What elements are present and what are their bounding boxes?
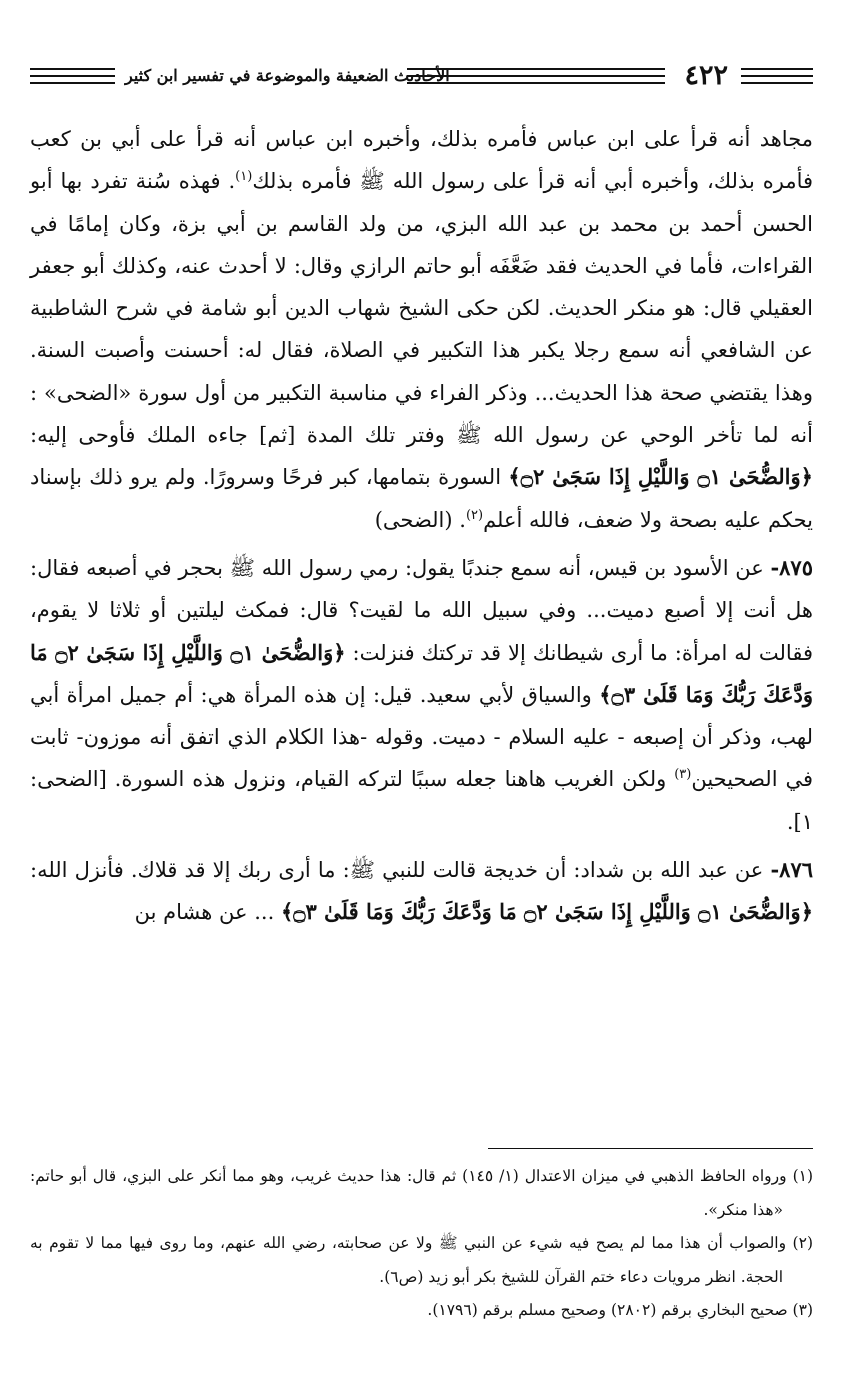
hadith-number: ٨٧٦- — [770, 857, 814, 883]
hadith-876: ٨٧٦- عن عبد الله بن شداد: أن خديجة قالت للنبي ﷺ: ما أرى ربك إلا قد قلاك. فأنزل الله: ﴿وَالضُّحَىٰ ۝١ وَاللَّيْلِ إِذَا سَجَىٰ ۝٢ مَا وَدَّعَكَ رَبُّكَ وَمَا قَلَىٰ ۝٣﴾ ... عن هشام بن — [30, 857, 814, 925]
quran-verse: ﴿وَالضُّحَىٰ ۝١ وَاللَّيْلِ إِذَا سَجَىٰ ۝٢ مَا وَدَّعَكَ رَبُّكَ وَمَا قَلَىٰ ۝٣﴾ — [30, 639, 813, 707]
footnote-ref: (٢) — [465, 507, 484, 523]
paragraph-continuation: مجاهد أنه قرأ على ابن عباس فأمره بذلك، وأخبره ابن عباس أنه قرأ على أبي بن كعب فأمره بذلك، وأخبره أبي أنه قرأ على رسول الله ﷺ فأمره بذلك$^{(١)}$. فهذه سُنة تفرد بها أبو الحسن أحمد بن محمد بن عبد الله البزي، من ولد القاسم بن أبي بزة، وكان إمامًا في القراءات، فأما في الحديث فقد ضَعَّفَه أبو حاتم الرازي وقال: لا أحدث عنه، وكذلك أبو جعفر العقيلي قال: هو منكر الحديث. لكن حكى الشيخ شهاب الدين أبو شامة في شرح الشاطبية عن الشافعي أنه سمع رجلا يكبر هذا التكبير في الصلاة، فقال له: أحسنت وأصبت السنة. وهذا يقتضي صحة هذا الحديث... وذكر الفراء في مناسبة التكبير من أول سورة «الضحى» : أنه لما تأخر الوحي عن رسول الله ﷺ وفتر تلك المدة [ثم] جاءه الملك فأوحى إليه: ﴿وَالضُّحَىٰ ۝١ وَاللَّيْلِ إِذَا سَجَىٰ ۝٢﴾ السورة بتمامها، كبر فرحًا وسرورًا. ولم يرو ذلك بإسناد يحكم عليه بصحة ولا ضعف، فالله أعلم$^{(٢)}$. (الضحى) — [30, 127, 814, 532]
main-text — [30, 118, 813, 934]
footnote-ref: (٣) — [674, 767, 692, 783]
footnote-3: (٣) صحيح البخاري برقم (٢٨٠٢) وصحيح مسلم برقم (١٧٩٦). — [427, 1301, 813, 1319]
footnote-2: (٢) والصواب أن هذا مما لم يصح فيه شيء عن النبي ﷺ ولا عن صحابته، رضي الله عنهم، وما روى فيها مما لا تقوم به الحجة. انظر مرويات دعاء ختم القرآن للشيخ بكر أبو زيد (ص٦). — [30, 1234, 813, 1286]
header-rule — [741, 82, 813, 84]
quran-verse: ﴿وَالضُّحَىٰ ۝١ وَاللَّيْلِ إِذَا سَجَىٰ ۝٢ مَا وَدَّعَكَ رَبُّكَ وَمَا قَلَىٰ ۝٣﴾ — [280, 899, 813, 925]
footnotes — [30, 1160, 813, 1328]
book-page — [30, 0, 813, 1374]
hadith-875: ٨٧٥- عن الأسود بن قيس، أنه سمع جندبًا يقول: رمي رسول الله ﷺ بحجر في أصبعه فقال: هل أنت إلا أصبع دميت... وفي سبيل الله ما لقيت؟ قال: فمكث ليلتين أو ثلاثا لا يقوم، فقالت له امرأة: ما أرى شيطانك إلا قد تركتك فنزلت: ﴿وَالضُّحَىٰ ۝١ وَاللَّيْلِ إِذَا سَجَىٰ ۝٢ مَا وَدَّعَكَ رَبُّكَ وَمَا قَلَىٰ ۝٣﴾ والسياق لأبي سعيد. قيل: إن هذه المرأة هي: أم جميل امرأة أبي لهب، وذكر أن إصبعه - عليه السلام - دميت. وقوله -هذا الكلام الذي اتفق أنه موزون- ثابت في الصحيحين$^{(٣)}$ ولكن الغريب هاهنا جعله سببًا لتركه القيام، ونزول هذه السورة. [الضحى: ١]. — [30, 554, 813, 834]
header-rule — [30, 82, 115, 84]
book-title: الأحاديث الضعيفة والموضوعة في تفسير ابن كثير — [125, 66, 450, 85]
header-rule — [30, 75, 115, 77]
running-header — [30, 60, 813, 94]
footnote-1: (١) ورواه الحافظ الذهبي في ميزان الاعتدال (١/ ١٤٥) ثم قال: هذا حديث غريب، وهو مما أنكر على البزي، قال أبو حاتم: «هذا منكر». — [30, 1167, 814, 1219]
header-rule — [741, 75, 813, 77]
page-number: ٤٢٢ — [684, 60, 728, 91]
quran-verse: ﴿وَالضُّحَىٰ ۝١ وَاللَّيْلِ إِذَا سَجَىٰ ۝٢﴾ — [508, 464, 813, 490]
footnote-separator — [488, 1148, 813, 1149]
header-rule — [30, 68, 115, 70]
header-rule — [741, 68, 813, 70]
hadith-number: ٨٧٥- — [770, 554, 813, 580]
footnote-ref: (١) — [235, 169, 253, 185]
